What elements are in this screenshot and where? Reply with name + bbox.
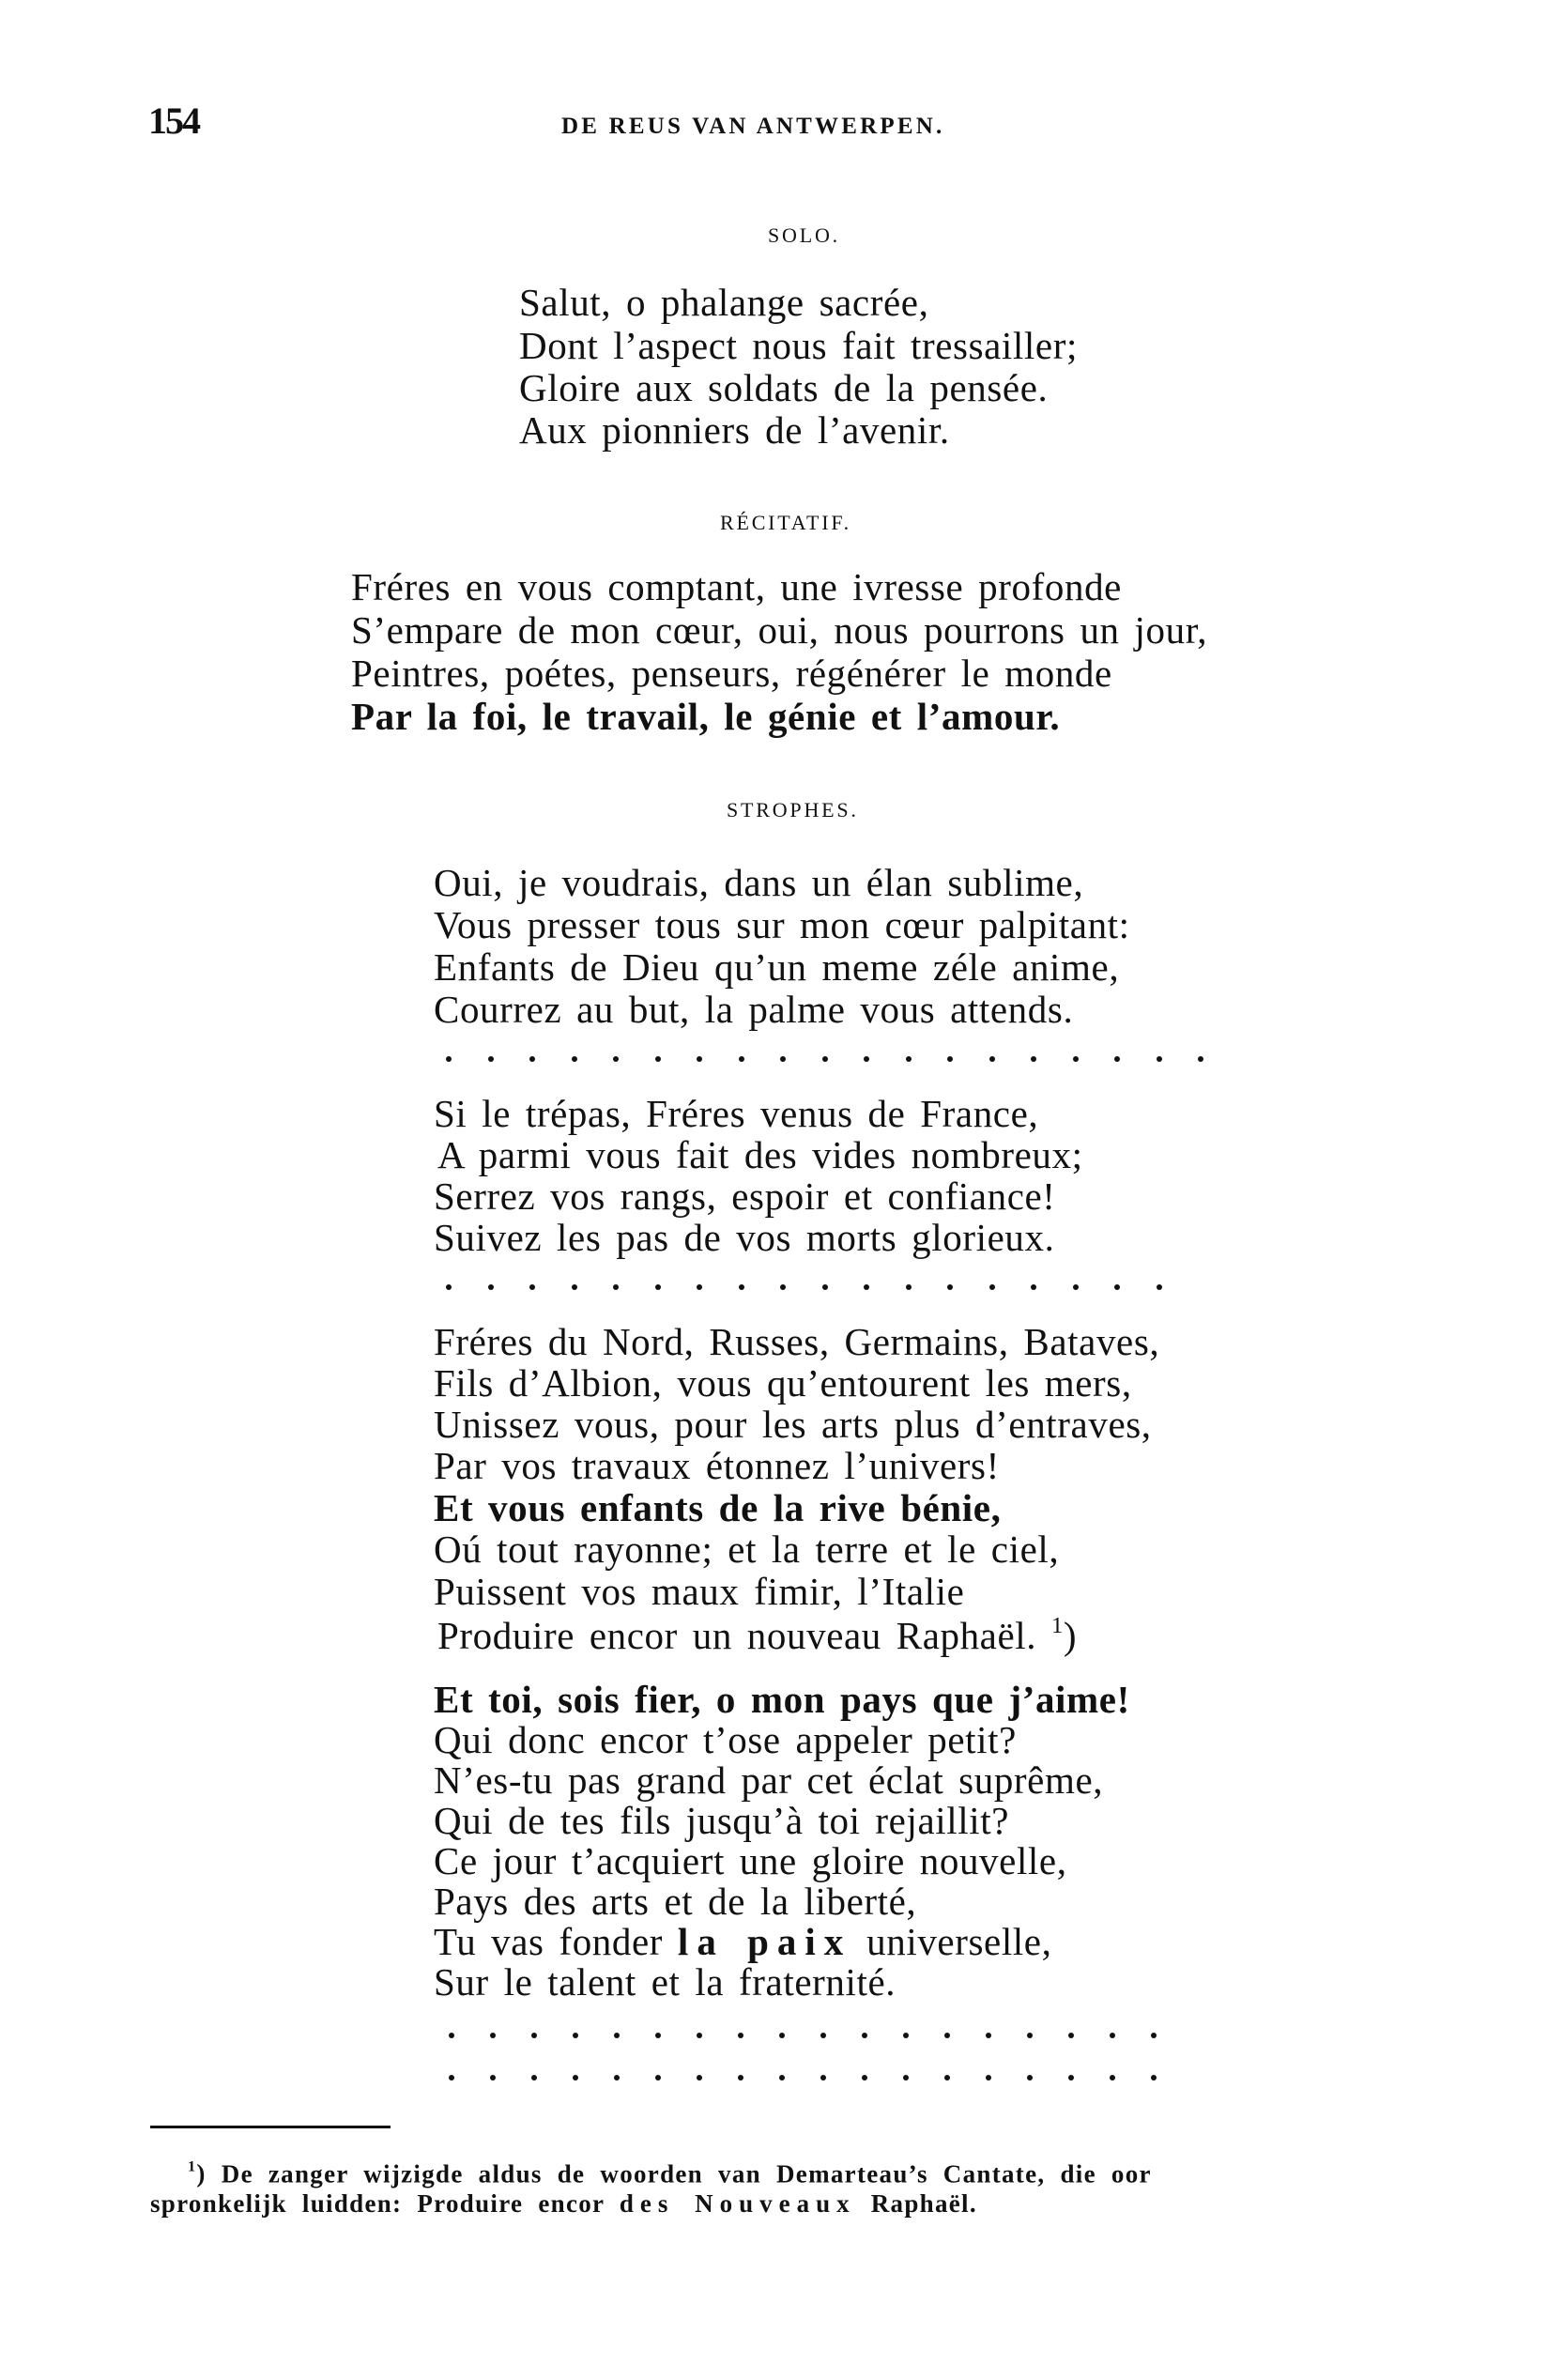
ellipsis-dot: [986, 2075, 991, 2081]
footnote-line: [150, 2191, 977, 2217]
verse-line: Serrez vos rangs, espoir et confiance!: [434, 1175, 1056, 1218]
verse-line: [437, 1613, 1078, 1658]
ellipsis-dot: [613, 1056, 619, 1062]
ellipsis-dot: [449, 2075, 454, 2081]
footnote-reference[interactable]: [1051, 1614, 1077, 1657]
verse-line: Peintres, poétes, penseurs, régénérer le monde: [351, 652, 1112, 695]
ellipsis-dot: [1157, 1284, 1162, 1290]
ellipsis-dot: [446, 1056, 452, 1062]
ellipsis-dot: [449, 2033, 454, 2038]
verse-line: Oui, je voudrais, dans un élan sublime,: [434, 861, 1084, 904]
verse-line: Et toi, sois fier, o mon pays que j’aime!: [434, 1678, 1130, 1721]
ellipsis-dot: [1114, 1284, 1120, 1290]
page-number: 154: [148, 100, 199, 142]
ellipsis-dot: [1027, 2033, 1033, 2038]
ellipsis-dot: [697, 1284, 702, 1290]
verse-line: Fréres en vous comptant, une ivresse profonde: [351, 565, 1122, 608]
ellipsis-dot: [820, 2075, 826, 2081]
ellipsis-dot: [697, 2075, 702, 2081]
verse-line: Vous presser tous sur mon cœur palpitant:: [434, 903, 1130, 946]
ellipsis-dot: [488, 1284, 494, 1290]
verse-line: N’es-tu pas grand par cet éclat suprême,: [434, 1758, 1104, 1802]
ellipsis-dot: [864, 1284, 869, 1290]
ellipsis-dot: [1110, 2075, 1115, 2081]
verse-line: Si le trépas, Fréres venus de France,: [434, 1092, 1039, 1135]
ellipsis-dot: [903, 2033, 909, 2038]
ellipsis-dot: [655, 2075, 661, 2081]
ellipsis-dot: [1114, 1056, 1120, 1062]
ellipsis-dot: [944, 2033, 950, 2038]
ellipsis-dot: [1151, 2033, 1157, 2038]
ellipsis-dot: [613, 1284, 619, 1290]
ellipsis-dot: [739, 1056, 744, 1062]
ellipsis-dot: [1031, 1056, 1036, 1062]
ellipsis-dot: [697, 2033, 702, 2038]
ellipsis-dot: [1110, 2033, 1115, 2038]
verse-line: Unissez vous, pour les arts plus d’entraves,: [434, 1403, 1152, 1446]
ellipsis-dot: [1151, 2075, 1157, 2081]
ellipsis-dot: [944, 2075, 950, 2081]
ellipsis-dot: [906, 1056, 912, 1062]
verse-text-spaced: la paix: [677, 1920, 852, 1963]
section-heading-recitatif: RÉCITATIF.: [720, 511, 851, 534]
ellipsis-dot: [697, 1056, 702, 1062]
ellipsis-dot: [738, 2075, 743, 2081]
ellipsis-dot: [614, 2033, 620, 2038]
footnote-marker-paren: ): [196, 2159, 207, 2188]
ellipsis-dot: [573, 2033, 578, 2038]
ellipsis-dot: [864, 1056, 869, 1062]
ellipsis-dot: [1068, 2033, 1074, 2038]
footnote-marker-number: 1: [188, 2158, 197, 2175]
ellipsis-dot: [1157, 1056, 1162, 1062]
ellipsis-dot: [903, 2075, 909, 2081]
ellipsis-dot: [1031, 1284, 1036, 1290]
ellipsis-dot: [989, 1284, 995, 1290]
ellipsis-dot: [862, 2033, 867, 2038]
ellipsis-dot: [488, 1056, 494, 1062]
ellipsis-dot: [1073, 1284, 1079, 1290]
footnote-line: [188, 2159, 1152, 2187]
ellipsis-dot: [779, 2075, 785, 2081]
ellipsis-dot: [822, 1284, 828, 1290]
ellipsis-dot: [989, 1056, 995, 1062]
verse-line: Fréres du Nord, Russes, Germains, Bataves,: [434, 1320, 1160, 1363]
verse-line: Ce jour t’acquiert une gloire nouvelle,: [434, 1839, 1067, 1882]
ellipsis-dot: [490, 2033, 496, 2038]
ellipsis-dot: [738, 2033, 743, 2038]
verse-line: Qui donc encor t’ose appeler petit?: [434, 1718, 1017, 1761]
verse-line: Oú tout rayonne; et la terre et le ciel,: [434, 1528, 1060, 1571]
footnote-text: De zanger wijzigde aldus de woorden van Demarteau’s Cantate, die oor: [221, 2159, 1152, 2188]
ellipsis-dot: [531, 2075, 537, 2081]
running-head: DE REUS VAN ANTWERPEN.: [561, 114, 945, 139]
section-heading-strophes: STROPHES.: [727, 798, 859, 821]
verse-text: Tu vas fonder: [434, 1920, 664, 1963]
verse-line: Enfants de Dieu qu’un meme zéle anime,: [434, 945, 1120, 989]
ellipsis-dot: [655, 2033, 661, 2038]
verse-line: Par vos travaux étonnez l’univers!: [434, 1444, 1000, 1487]
ellipsis-dot: [531, 2033, 537, 2038]
ellipsis-dot: [862, 2075, 867, 2081]
verse-line: Salut, o phalange sacrée,: [519, 281, 929, 324]
verse-line: A parmi vous fait des vides nombreux;: [437, 1133, 1083, 1176]
ellipsis-dot: [572, 1284, 577, 1290]
ellipsis-dot: [446, 1284, 452, 1290]
footnote-ref-paren: ): [1063, 1614, 1078, 1658]
ellipsis-dot: [655, 1056, 661, 1062]
verse-line: Et vous enfants de la rive bénie,: [434, 1486, 1002, 1529]
ellipsis-dot: [614, 2075, 620, 2081]
ellipsis-dot: [490, 2075, 496, 2081]
ellipsis-dot: [947, 1284, 953, 1290]
verse-line: Puissent vos maux fimir, l’Italie: [434, 1570, 965, 1613]
footnote-ref-number: 1: [1050, 1613, 1064, 1638]
verse-line: Dont l’aspect nous fait tressailler;: [519, 324, 1078, 367]
footnote-marker: [188, 2159, 207, 2188]
ellipsis-dot: [529, 1056, 535, 1062]
verse-line: Suivez les pas de vos morts glorieux.: [434, 1216, 1055, 1259]
footnote-text: spronkelijk luidden: Produire encor: [150, 2189, 605, 2218]
ellipsis-dot: [780, 1056, 786, 1062]
ellipsis-dot: [1068, 2075, 1074, 2081]
ellipsis-dot: [986, 2033, 991, 2038]
verse-line: Qui de tes fils jusqu’à toi rejaillit?: [434, 1799, 1010, 1842]
verse-line: Fils d’Albion, vous qu’entourent les mers,: [434, 1361, 1132, 1405]
ellipsis-dot: [1198, 1056, 1203, 1062]
ellipsis-dot: [820, 2033, 826, 2038]
ellipsis-dot: [822, 1056, 828, 1062]
verse-line: Gloire aux soldats de la pensée.: [519, 366, 1049, 409]
verse-line: Par la foi, le travail, le génie et l’amour.: [351, 695, 1061, 738]
section-heading-solo: SOLO.: [768, 223, 840, 247]
verse-line: [434, 1920, 1052, 1963]
ellipsis-dot: [573, 2075, 578, 2081]
verse-text: Produire encor un nouveau Raphaël.: [437, 1614, 1037, 1658]
ellipsis-dot: [1073, 1056, 1079, 1062]
footnote-text-spaced: des Nouveaux: [619, 2189, 856, 2218]
ellipsis-dot: [1027, 2075, 1033, 2081]
ellipsis-dot: [739, 1284, 744, 1290]
ellipsis-dot: [529, 1284, 535, 1290]
verse-line: Courrez au but, la palme vous attends.: [434, 988, 1074, 1031]
verse-line: S’empare de mon cœur, oui, nous pourrons un jour,: [351, 608, 1208, 652]
ellipsis-dot: [572, 1056, 577, 1062]
footnote-rule: [150, 2126, 391, 2128]
ellipsis-dot: [906, 1284, 912, 1290]
verse-line: Pays des arts et de la liberté,: [434, 1880, 917, 1923]
ellipsis-dot: [947, 1056, 953, 1062]
footnote-text: Raphaël.: [870, 2189, 977, 2218]
ellipsis-dot: [655, 1284, 661, 1290]
verse-text: universelle,: [866, 1920, 1052, 1963]
verse-line: Aux pionniers de l’avenir.: [519, 408, 950, 452]
ellipsis-dot: [780, 1284, 786, 1290]
verse-line: Sur le talent et la fraternité.: [434, 1960, 896, 2004]
ellipsis-dot: [779, 2033, 785, 2038]
